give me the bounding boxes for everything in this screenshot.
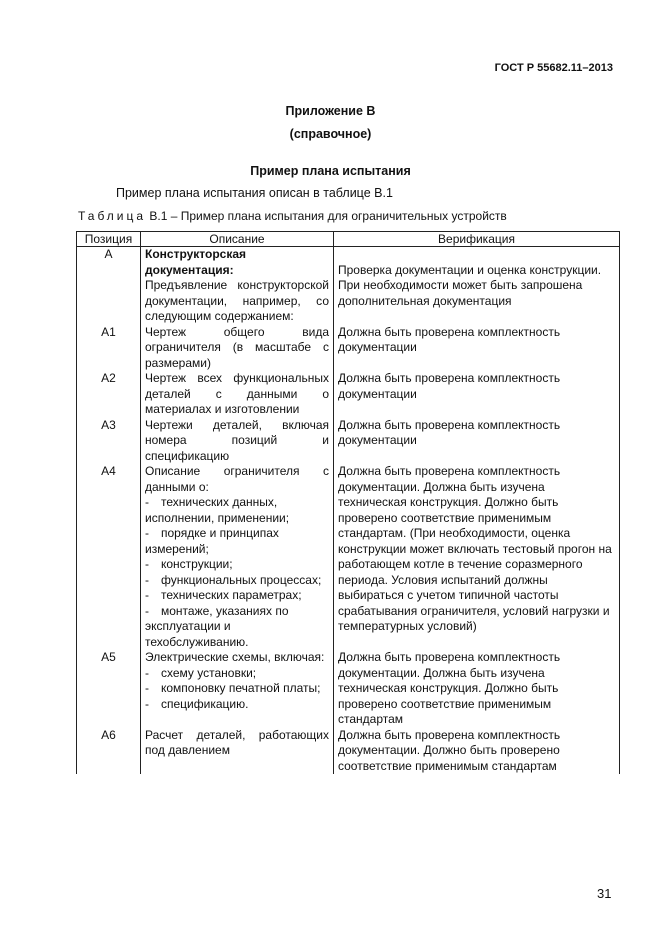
table-row: [77, 418, 620, 465]
intro-text: Пример плана испытания описан в таблице В.1: [116, 186, 393, 200]
position-cell: А1: [77, 325, 141, 372]
description-list-item: - технических данных, исполнении, применении;: [145, 495, 290, 525]
description-cell: [141, 650, 334, 728]
description-list-item: - технических параметрах;: [145, 588, 302, 602]
list-item-text: конструкции;: [161, 557, 233, 571]
table-row: [77, 464, 620, 650]
description-list-item: - конструкции;: [145, 557, 233, 571]
list-item-text: технических параметрах;: [161, 588, 302, 602]
verification-text: Должна быть проверена комплектность документации: [338, 417, 561, 447]
verification-cell: [334, 464, 620, 650]
description-list-item: - компоновку печатной платы;: [145, 681, 321, 695]
verification-text: Должна быть проверена комплектность документации: [338, 324, 561, 354]
verification-text: Должна быть проверена комплектность документации: [338, 371, 561, 401]
description-cell: [141, 728, 334, 775]
description-list-item: - порядке и принципах измерений;: [145, 526, 279, 556]
verification-text: Проверка документации и оценка конструкции. При необходимости может быть запрошена дополнительная документация: [338, 262, 602, 308]
table-header-row: [77, 232, 620, 247]
header-verification: Верификация: [334, 232, 620, 247]
verification-cell: [334, 650, 620, 728]
standard-designation: ГОСТ Р 55682.11–2013: [494, 62, 613, 74]
verification-text: Должна быть проверена комплектность документации. Должна быть изучена техническая конструкция. Должно быть проверено соответствие применимым стандартам: [338, 650, 561, 726]
description-list-item: - монтаже, указаниях по эксплуатации и техобслуживанию.: [145, 603, 289, 649]
table-row: [77, 650, 620, 728]
list-item-text: спецификацию.: [161, 696, 249, 711]
test-plan-table: [76, 231, 620, 774]
caption-text: В.1 – Пример плана испытания для ограничительных устройств: [146, 209, 507, 223]
page-number: 31: [597, 886, 612, 901]
appendix-title: Приложение В: [285, 104, 376, 118]
description-list-item: - схему установки;: [145, 665, 257, 680]
description-text: Чертеж всех функциональных деталей с данными о материалах и изготовлении: [145, 371, 329, 416]
verification-text: [338, 247, 615, 263]
table-row: [77, 325, 620, 372]
table-row: [77, 371, 620, 418]
position-cell: А4: [77, 464, 141, 650]
caption-prefix: Таблица: [78, 209, 147, 223]
description-cell: [141, 247, 334, 325]
description-text: Предъявление конструкторской документации, например, со следующим содержанием:: [145, 278, 329, 323]
list-item-text: функциональных процессах;: [161, 572, 322, 587]
verification-cell: [334, 728, 620, 775]
description-text: Электрические схемы, включая:: [145, 650, 325, 664]
verification-cell: [334, 325, 620, 372]
verification-cell: [334, 247, 620, 325]
table-row: [77, 247, 620, 325]
position-cell: А: [77, 247, 141, 325]
description-title: Конструкторская документация:: [145, 247, 247, 277]
description-text: Расчет деталей, работающих под давлением: [145, 727, 329, 757]
description-cell: [141, 464, 334, 650]
verification-cell: [334, 371, 620, 418]
description-list-item: - спецификацию.: [145, 696, 249, 711]
list-item-text: компоновку печатной платы;: [161, 681, 321, 695]
appendix-heading: Пример плана испытания: [250, 164, 411, 178]
table-row: [77, 728, 620, 775]
verification-text: Должна быть проверена комплектность документации. Должно быть проверено соответствие применимым стандартам: [338, 727, 561, 773]
position-cell: А3: [77, 418, 141, 465]
appendix-subtitle: (справочное): [289, 127, 372, 141]
list-item-text: технических данных, исполнении, применении;: [145, 495, 290, 525]
description-cell: [141, 325, 334, 372]
description-text: Чертежи деталей, включая номера позиций и спецификацию: [145, 417, 329, 463]
header-description: Описание: [141, 232, 334, 247]
table-body: [77, 247, 620, 775]
list-item-text: монтаже, указаниях по эксплуатации и техобслуживанию.: [145, 603, 289, 649]
verification-cell: [334, 418, 620, 465]
position-cell: А5: [77, 650, 141, 728]
description-text: Чертеж общего вида ограничителя (в масштабе с размерами): [145, 324, 329, 370]
description-text: Описание ограничителя с данными о:: [145, 464, 329, 494]
header-position: Позиция: [77, 232, 141, 247]
description-list-item: - функциональных процессах;: [145, 572, 322, 587]
verification-text: Должна быть проверена комплектность документации. Должна быть изучена техническая конструкция. Должно быть проверено соответствие применимым стандартам. (При необходимости, оценка конструкции может включать тестовый прогон на работающем котле в течение соразмерного периода. Условия испытаний должны выбираться с учетом типичной частоты срабатывания ограничителя, условий нагрузки и температурных условий): [338, 464, 612, 633]
list-item-text: схему установки;: [161, 665, 257, 680]
description-cell: [141, 371, 334, 418]
table-caption: [78, 209, 507, 223]
position-cell: А6: [77, 728, 141, 775]
position-cell: А2: [77, 371, 141, 418]
list-item-text: порядке и принципах измерений;: [145, 526, 279, 556]
description-cell: [141, 418, 334, 465]
